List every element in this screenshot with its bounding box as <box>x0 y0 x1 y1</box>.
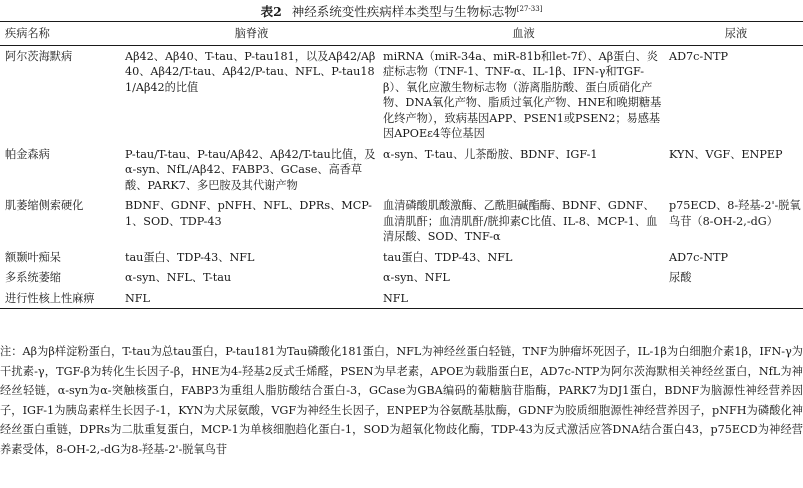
blood-markers: α-syn、NFL <box>383 271 450 284</box>
disease-name: 额颞叶痴呆 <box>5 250 61 264</box>
header-disease: 疾病名称 <box>5 27 50 40</box>
disease-name: 多系统萎缩 <box>5 271 61 284</box>
csf-markers: α-syn、NFL、T-tau <box>125 271 232 284</box>
table-title: 神经系统变性疾病样本类型与生物标志物 <box>291 4 517 19</box>
table-number: 表2 <box>260 4 282 19</box>
csf-markers: tau蛋白、TDP-43、NFL <box>125 250 255 264</box>
urine-markers: p75ECD、8-羟基-2'-脱氧鸟苷（8-OH-2,-dG） <box>669 199 801 228</box>
table-row <box>0 267 803 288</box>
table-header-row <box>0 22 803 46</box>
csf-markers: P-tau/T-tau、P-tau/Aβ42、Aβ42/T-tau比值，及α-syn、NfL/Aβ42、FABP3、GCase、高香草酸、PARK7、多巴胺及其代谢产物 <box>125 147 376 192</box>
disease-name: 肌萎缩侧索硬化 <box>5 199 84 212</box>
table-row <box>0 45 803 144</box>
urine-markers: AD7c-NTP <box>669 250 728 264</box>
csf-markers: Aβ42、Aβ40、T-tau、P-tau181，以及Aβ42/Aβ40、Aβ42/T-tau、Aβ42/P-tau、NFL、P-tau181/Aβ42的比值 <box>125 49 376 94</box>
table-row <box>0 288 803 309</box>
header-blood: 血液 <box>512 27 535 40</box>
csf-markers: NFL <box>125 291 150 305</box>
disease-name: 进行性核上性麻痹 <box>5 291 95 305</box>
abbreviation-notes: 注：Aβ为β样淀粉蛋白，T-tau为总tau蛋白，P-tau181为Tau磷酸化181蛋白，NFL为神经丝蛋白轻链，TNF为肿瘤坏死因子，IL-1β为白细胞介素1β，IFN-γ为干扰素-γ，TGF-β为转化生长因子-β，HNE为4-羟基2反式壬烯醛，PSEN为早老素，APOE为载脂蛋白E，AD7c-NTP为阿尔茨海默相关神经丝蛋白，NfL为神经丝轻链，α-syn为α-突触核蛋白，FABP3为重组人脂肪酸结合蛋白-3，GCase为GBA编码的葡糖脑苷脂酶，PARK7为DJ1蛋白，BDNF为脑源性神经营养因子，IGF-1为胰岛素样生长因子-1，KYN为犬尿氨酸，VGF为神经生长因子，ENPEP为谷氨酰基肽酶，GDNF为胶质细胞源性神经营养因子，pNFH为磷酸化神经丝蛋白重链，DPRs为二肽重复蛋白，MCP-1为单核细胞趋化蛋白-1，SOD为超氧化物歧化酶，TDP-43为反式激活应答DNA结合蛋白43，p75ECD为神经营养素受体，8-OH-2,-dG为8-羟基-2'-脱氧鸟苷 <box>0 345 803 456</box>
blood-markers: miRNA（miR-34a、miR-81b和let-7f）、Aβ蛋白、炎症标志物（TNF-1、TNF-α、IL-1β、IFN-γ和TGF-β）、氧化应激生物标志物（游离脂肪酸、蛋白质硝化产物、DNA氧化产物、脂质过氧化产物、HNE和晚期糖基化终产物），致病基因APP、PSEN1或PSEN2；易感基因APOEε4等位基因 <box>383 49 662 140</box>
urine-markers: 尿酸 <box>669 271 692 284</box>
csf-markers: BDNF、GDNF、pNFH、NFL、DPRs、MCP-1、SOD、TDP-43 <box>125 199 372 228</box>
blood-markers: α-syn、T-tau、儿茶酚胺、BDNF、IGF-1 <box>383 147 598 161</box>
table-caption <box>0 2 803 19</box>
header-urine: 尿液 <box>724 27 748 40</box>
table-row <box>0 195 803 247</box>
blood-markers: 血清磷酸肌酸激酶、乙酰胆碱酯酶、BDNF、GDNF、血清肌酐；血清肌酐/胱抑素C比值、IL-8、MCP-1、血清尿酸、SOD、TNF-α <box>383 199 658 243</box>
table-row <box>0 247 803 268</box>
header-csf: 脑脊液 <box>234 27 269 40</box>
urine-markers: KYN、VGF、ENPEP <box>669 147 783 161</box>
table-row <box>0 144 803 196</box>
blood-markers: NFL <box>383 291 408 305</box>
biomarker-table <box>0 21 803 309</box>
urine-markers: AD7c-NTP <box>669 49 728 63</box>
disease-name: 帕金森病 <box>5 147 50 161</box>
reference-superscript: [27-33] <box>516 5 543 13</box>
urine-markers <box>664 288 803 309</box>
disease-name: 阿尔茨海默病 <box>5 49 73 63</box>
blood-markers: tau蛋白、TDP-43、NFL <box>383 250 513 264</box>
table-notes <box>0 342 803 459</box>
